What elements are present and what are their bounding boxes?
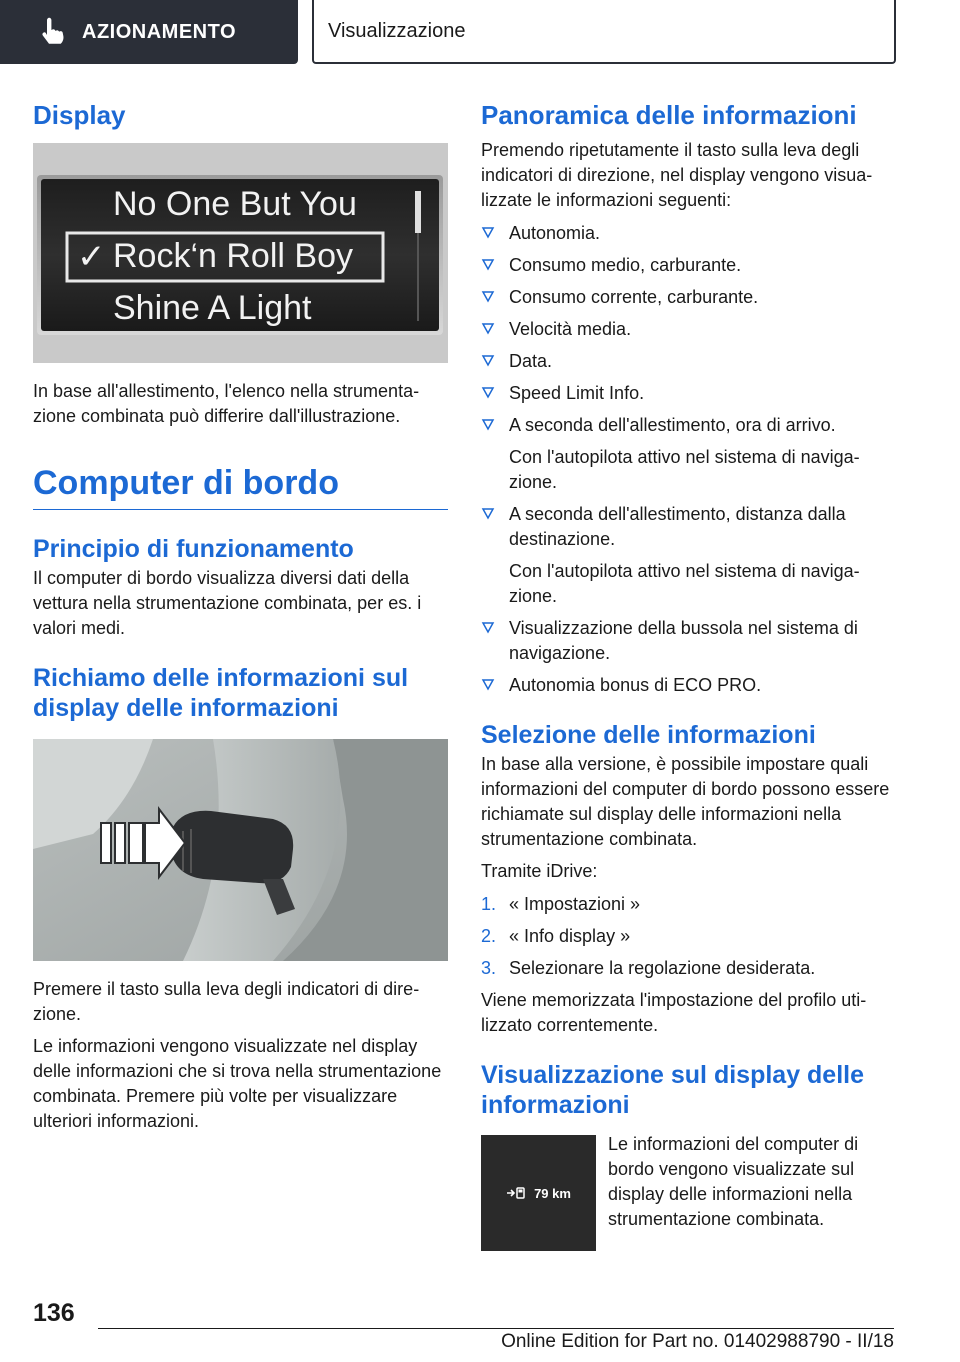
list-item-text: Consumo medio, carburante. [509,255,742,275]
display-line-1: No One But You [113,185,357,223]
list-item [481,381,891,406]
step-number: 2. [481,926,497,946]
triangle-bullet-icon [481,621,495,635]
selezione-steps [481,892,891,981]
right-column [481,100,891,1251]
header-section-title: AZIONAMENTO [82,20,237,43]
list-item [481,956,891,981]
list-item [481,924,891,949]
list-item-text: Speed Limit Info. [509,383,645,403]
lever-illustration [33,739,448,961]
display-line-3: Shine A Light [113,289,312,327]
footer-rule [98,1328,894,1329]
header-section-tab [0,0,298,64]
page-number: 136 [33,1299,75,1327]
list-item-text: Velocità media. [509,319,632,339]
list-item [481,221,891,246]
panoramica-intro: Premendo ripetutamente il tasto sulla leva degli indicatori di direzione, nel display vengono visualizzate le informazioni seguenti: [481,140,873,210]
display-illustration [33,143,448,363]
principio-heading: Principio di funzionamento [33,535,354,563]
triangle-bullet-icon [481,322,495,336]
check-icon: ✓ [77,238,106,276]
display-caption: In base all'allestimento, l'elenco nella strumentazione combinata può differire dall'illustrazione. [33,381,420,426]
list-item-subtext: Con l'autopilota attivo nel sistema di navigazione. [509,447,860,492]
selezione-heading: Selezione delle informazioni [481,721,816,749]
list-item [481,892,891,917]
list-item [481,285,891,310]
step-text: « Info display » [509,926,631,946]
list-item [481,413,891,495]
triangle-bullet-icon [481,507,495,521]
list-item-text: Data. [509,351,553,371]
visual-block [481,1135,891,1251]
list-item [481,317,891,342]
left-column [33,100,448,1134]
list-item [481,616,891,666]
triangle-bullet-icon [481,386,495,400]
triangle-bullet-icon [481,226,495,240]
list-item-text: Autonomia. [509,223,601,243]
richiamo-heading: Richiamo delle informazioni sul display delle informazioni [33,664,409,722]
header-topic-tab [312,0,896,64]
fuel-range-icon [506,1186,528,1200]
panoramica-list [481,221,891,698]
triangle-bullet-icon [481,290,495,304]
step-text: « Impostazioni » [509,894,641,914]
principio-text: Il computer di bordo visualizza diversi dati della vettura nella strumentazione combinata, per es. i valori medi. [33,568,422,638]
list-item [481,673,891,698]
list-item-subtext: Con l'autopilota attivo nel sistema di navigazione. [509,561,860,606]
list-item [481,349,891,374]
range-value: 79 km [534,1185,571,1201]
triangle-bullet-icon [481,418,495,432]
header-topic-title: Visualizzazione [328,19,466,42]
hand-touch-icon [36,16,68,48]
step-number: 1. [481,894,497,914]
list-item-text: Visualizzazione della bussola nel sistema di navigazione. [509,618,858,663]
footer-edition: Online Edition for Part no. 01402988790 - II/18 [501,1331,894,1352]
visual-heading: Visualizzazione sul display delle informazioni [481,1061,865,1119]
list-item-text: A seconda dell'allestimento, distanza dalla destinazione. [509,504,846,549]
triangle-bullet-icon [481,354,495,368]
step-text: Selezionare la regolazione desiderata. [509,958,816,978]
selezione-text-1: In base alla versione, è possibile impostare quali informazioni del computer di bordo possono essere richiamate sul display delle informazioni nella strumentazione combinata. [481,754,890,849]
triangle-bullet-icon [481,258,495,272]
richiamo-text-2: Le informazioni vengono visualizzate nel display delle informazioni che si trova nella strumentazione combinata. Premere più volte per visualizzare ulteriori informazioni. [33,1036,442,1131]
triangle-bullet-icon [481,678,495,692]
list-item-text: Autonomia bonus di ECO PRO. [509,675,762,695]
range-display-illustration [481,1135,596,1251]
list-item [481,253,891,278]
computer-heading: Computer di bordo [33,463,448,510]
richiamo-text-1: Premere il tasto sulla leva degli indicatori di direzione. [33,979,420,1024]
list-item-text: A seconda dell'allestimento, ora di arrivo. [509,415,836,435]
panoramica-heading: Panoramica delle informazioni [481,100,857,130]
list-item [481,502,891,609]
display-heading: Display [33,100,126,130]
selezione-text-3: Viene memorizzata l'impostazione del profilo utilizzato correntemente. [481,990,867,1035]
visual-text: Le informazioni del computer di bordo vengono visualizzate sul display delle informazioni nella strumentazione combinata. [608,1134,859,1229]
step-number: 3. [481,958,497,978]
selezione-text-2: Tramite iDrive: [481,861,598,881]
list-item-text: Consumo corrente, carburante. [509,287,759,307]
display-line-2: Rock‘n Roll Boy [113,237,353,275]
